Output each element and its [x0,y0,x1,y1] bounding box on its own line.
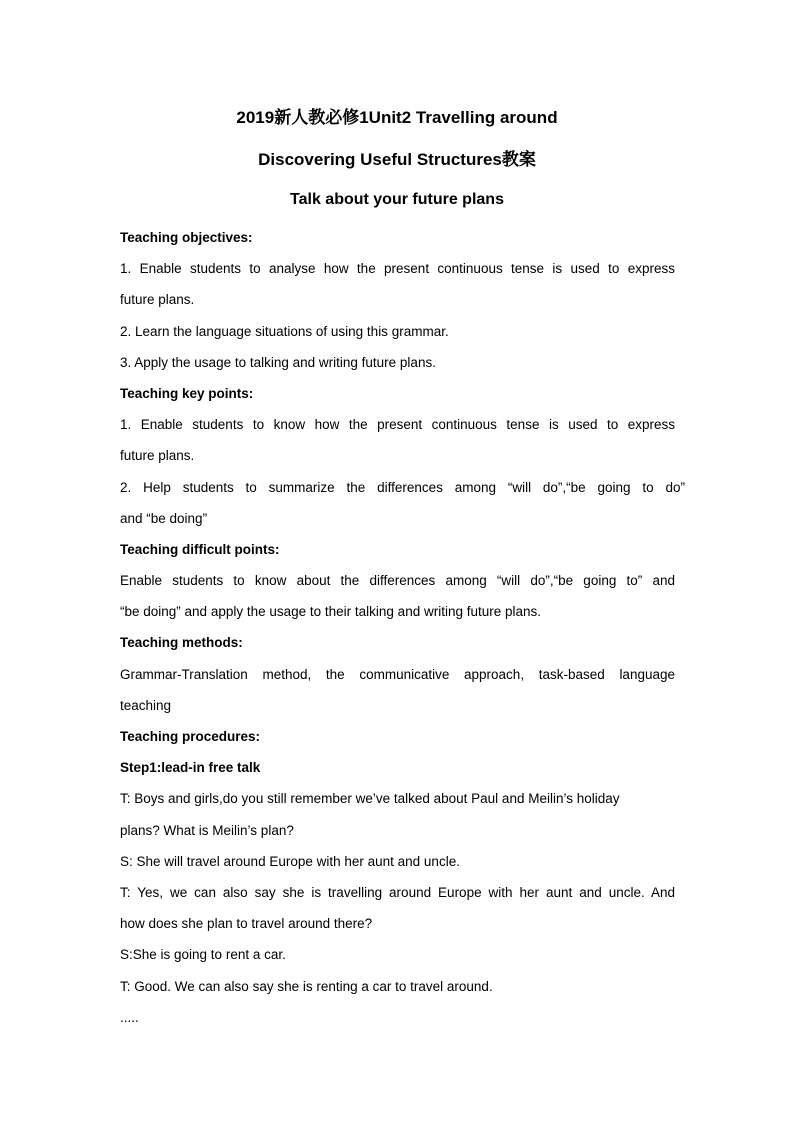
document-body [120,226,685,1037]
body-text-line: 2. Learn the language situations of using this grammar. [120,323,449,339]
lesson-topic: Talk about your future plans [290,191,504,208]
section-heading: Step1:lead-in free talk [120,760,261,776]
body-text-line: Grammar-Translation method, the communicative approach, task-based language [120,666,675,682]
body-text-line: S:She is going to rent a car. [120,947,286,963]
body-text-line: plans? What is Meilin’s plan? [120,822,294,838]
body-text-line: 1. Enable students to know how the present continuous tense is used to express [120,417,675,433]
document-title: 2019新人教必修1Unit2 Travelling around [236,108,558,127]
body-text-line: how does she plan to travel around there? [120,916,373,932]
section-heading: Teaching methods: [120,635,243,651]
body-text-line: 3. Apply the usage to talking and writing future plans. [120,354,436,370]
body-text-line: teaching [120,697,172,713]
body-text-line: Enable students to know about the differences among “will do”,“be going to” and [120,573,675,589]
body-text-line: future plans. [120,292,195,308]
body-text-line: S: She will travel around Europe with her aunt and uncle. [120,853,460,869]
body-text-line: T: Yes, we can also say she is travelling around Europe with her aunt and uncle. And [120,884,675,900]
body-text-line: “be doing” and apply the usage to their talking and writing future plans. [120,604,542,620]
section-heading: Teaching key points: [120,385,254,401]
section-heading: Teaching procedures: [120,729,261,744]
document-subtitle: Discovering Useful Structures教案 [258,150,536,169]
body-text-line: T: Good. We can also say she is renting a car to travel around. [120,978,493,994]
body-text-line: T: Boys and girls,do you still remember we’ve talked about Paul and Meilin’s holiday [120,791,620,807]
section-heading: Teaching objectives: [120,230,253,245]
body-text-line: 1. Enable students to analyse how the present continuous tense is used to express [120,261,675,277]
body-text-line: future plans. [120,448,195,464]
section-heading: Teaching difficult points: [120,541,280,557]
body-text-line: 2. Help students to summarize the differences among “will do”,“be going to do” [120,479,685,495]
body-text-line: ..... [120,1009,139,1025]
body-text-line: and “be doing” [120,510,208,526]
